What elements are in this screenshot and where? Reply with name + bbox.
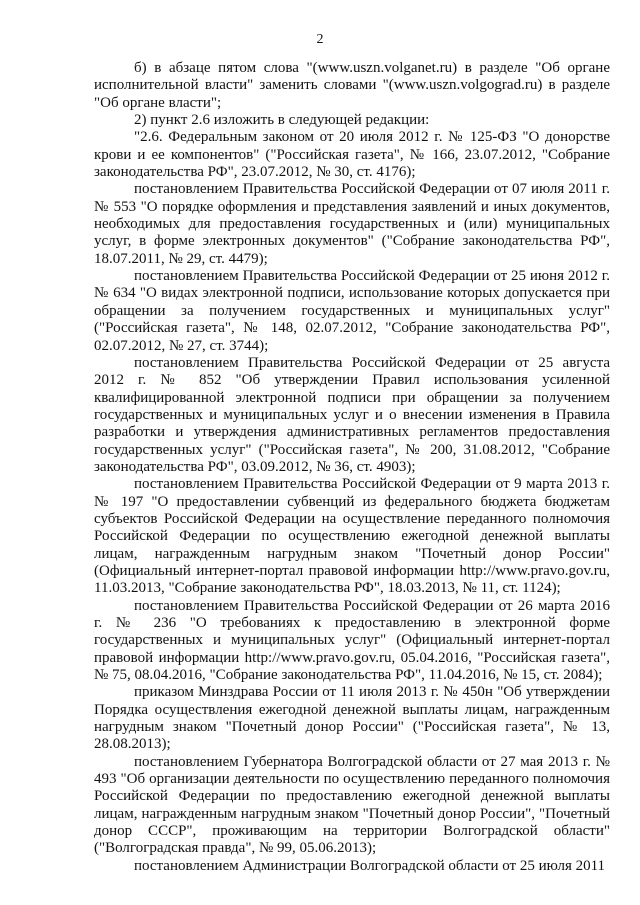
- paragraph-administration-2011: постановлением Администрации Волгоградской области от 25 июля 2011: [134, 857, 606, 874]
- paragraph-resolution-553: постановлением Правительства Российской Федерации от 07 июля 2011 г. № 553 "О порядке оформления и представления заявлений и иных документов, необходимых для предоставления государственных и (или) муниципальных услуг, в форме электронных документов" ("Собрание законодательства РФ", 18.07.2011, № 29, ст. 4479);: [94, 181, 610, 267]
- paragraph-item-2: 2) пункт 2.6 изложить в следующей редакции:: [134, 112, 430, 129]
- paragraph-federal-law: "2.6. Федеральным законом от 20 июля 2012 г. № 125-ФЗ "О донорстве крови и ее компонентов" ("Российская газета", № 166, 23.07.2012, "Собрание законодательства РФ", 23.07.2012, № 30, ст. 4176);: [94, 129, 610, 181]
- paragraph-subitem-b: б) в абзаце пятом слова "(www.uszn.volganet.ru) в разделе "Об органе исполнительной власти" заменить словами "(www.uszn.volgograd.ru) в разделе "Об органе власти";: [94, 60, 610, 111]
- paragraph-resolution-852: постановлением Правительства Российской Федерации от 25 августа 2012 г. № 852 "Об утверждении Правил использования усиленной квалифицированной электронной подписи при обращении за получением государственных и муниципальных услуг и о внесении изменения в Правила разработки и утверждения административных регламентов предоставления государственных услуг" ("Российская газета", № 200, 31.08.2012, "Собрание законодательства РФ", 03.09.2012, № 36, ст. 4903);: [94, 354, 610, 475]
- document-body: [94, 60, 610, 875]
- paragraph-governor-493: постановлением Губернатора Волгоградской области от 27 мая 2013 г. № 493 "Об организации деятельности по осуществлению переданного полномочия Российской Федерации по предоставлению ежегодной денежной выплаты лицам, награжденным нагрудным знаком "Почетный донор России", "Почетный донор СССР", проживающим на территории Волгоградской области" ("Волгоградская правда", № 99, 05.06.2013);: [94, 753, 610, 857]
- page-number: 2: [316, 32, 324, 47]
- paragraph-resolution-634: постановлением Правительства Российской Федерации от 25 июня 2012 г. № 634 "О видах электронной подписи, использование которых допускается при обращении за получением государственных и муниципальных услуг" ("Российская газета", № 148, 02.07.2012, "Собрание законодательства РФ", 02.07.2012, № 27, ст. 3744);: [94, 268, 610, 354]
- paragraph-order-450n: приказом Минздрава России от 11 июля 2013 г. № 450н "Об утверждении Порядка осуществления ежегодной денежной выплаты лицам, награжденным нагрудным знаком "Почетный донор России" ("Российская газета", № 13, 28.08.2013);: [94, 684, 610, 753]
- paragraph-resolution-197: постановлением Правительства Российской Федерации от 9 марта 2013 г. № 197 "О предоставлении субвенций из федерального бюджета бюджетам субъектов Российской Федерации на осуществление переданного полномочия Российской Федерации по осуществлению ежегодной денежной выплаты лицам, награжденным нагрудным знаком "Почетный донор России" (Официальный интернет-портал правовой информации http://www.pravo.gov.ru, 11.03.2013, "Собрание законодательства РФ", 18.03.2013, № 11, ст. 1124);: [94, 476, 610, 597]
- paragraph-resolution-236: постановлением Правительства Российской Федерации от 26 марта 2016 г. № 236 "О требованиях к предоставлению в электронной форме государственных и муниципальных услуг" (Официальный интернет-портал правовой информации http://www.pravo.gov.ru, 05.04.2016, "Российская газета", № 75, 08.04.2016, "Собрание законодательства РФ", 11.04.2016, № 15, ст. 2084);: [94, 597, 610, 684]
